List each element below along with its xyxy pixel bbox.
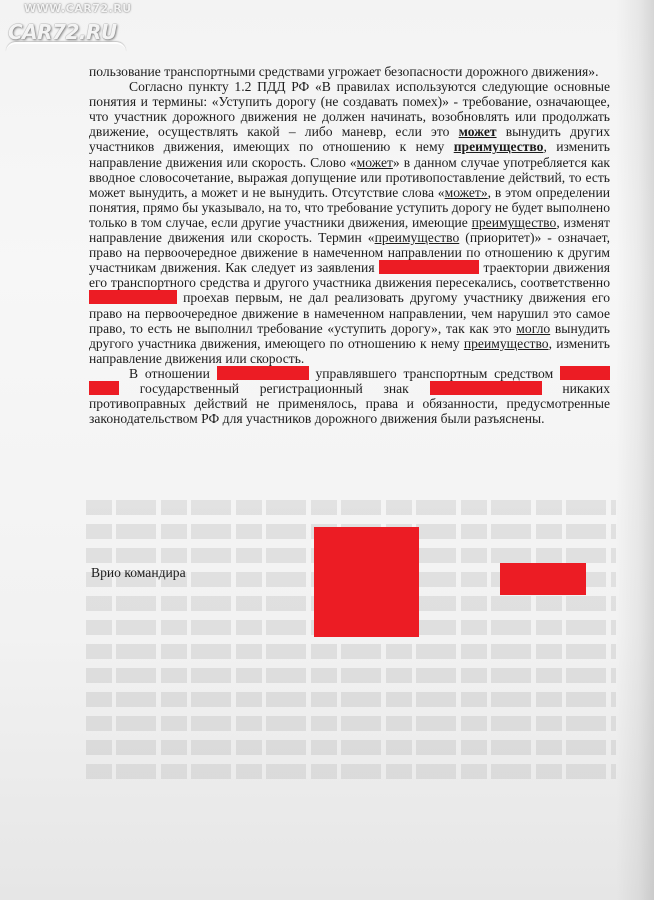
letter-body xyxy=(89,64,610,426)
paragraph-intro: пользование транспортными средствами угрожает безопасности дорожного движения». xyxy=(89,64,599,79)
underlined-word: преимущество xyxy=(471,214,557,230)
redaction-block xyxy=(430,381,542,395)
redaction-block xyxy=(89,290,177,304)
underlined-word: может xyxy=(356,154,393,170)
car72-watermark xyxy=(4,2,154,54)
watermark-swoosh-icon xyxy=(6,42,126,52)
signature-title: Врио командира xyxy=(91,565,186,580)
underlined-word: преимущество xyxy=(374,230,460,246)
redaction-block xyxy=(560,366,610,380)
underlined-word: может» xyxy=(444,184,488,200)
redaction-block xyxy=(445,260,479,274)
redaction-block xyxy=(379,260,445,274)
watermark-logo: CAR72.RU xyxy=(8,20,117,44)
page-edge-shadow xyxy=(616,0,654,900)
underlined-word: могло xyxy=(516,320,551,336)
redaction-block xyxy=(89,381,119,395)
underlined-word: преимущество xyxy=(453,139,544,155)
paragraph-relations: В отношении управлявшего транспортным средством государственный регистрационный знак никаких противоправных действий не применялось, права и обязанности, предусмотренные законодательством РФ для участников дорожного движения были разъяснены. xyxy=(89,365,610,427)
watermark-url: WWW.CAR72.RU xyxy=(24,2,132,15)
signature-redaction xyxy=(314,527,419,637)
underlined-word: может xyxy=(458,124,497,140)
paragraph-rules: Согласно пункту 1.2 ПДД РФ «В правилах используются следующие основные понятия и термины: «Уступить дорогу (не создавать помех)» - требование, означающее, что участник дорожного движения не должен начинать, возобновлять или продолжать движение, осуществлять какой – либо маневр, если это может вынудить других участников движения, имеющих по отношению к нему преимущество, изменить направление движения или скорость. Слово «может» в данном случае употребляется как вводное словосочетание, выражая допущение или противопоставление действий, то есть может вынудить, а может и не вынудить. Отсутствие слова «может», в этом определении понятия, прямо бы указывало, на то, что требование уступить дорогу не будет выполнено только в том случае, если другие участники движения, имеющие преимущество, изменят направление движения или скорость. Термин «преимущество (приоритет)» - означает, право на первоочередное движение в намеченном направлении по отношению к другим участникам движения. Как следует из заявления траектории движения его транспортного средства и другого участника движения пересекались, соответственно проехав первым, не дал реализовать другому участнику движения его право на первоочередное движение в намеченном направлении, чем нарушил это самое право, то есть не выполнил требование «уступить дорогу», так как это могло вынудить другого участника движения, имеющего по отношению к нему преимущество, изменить направление движения или скорость. xyxy=(89,79,611,366)
redaction-block xyxy=(217,366,309,380)
name-redaction xyxy=(500,563,586,595)
underlined-word: преимущество xyxy=(463,335,549,351)
